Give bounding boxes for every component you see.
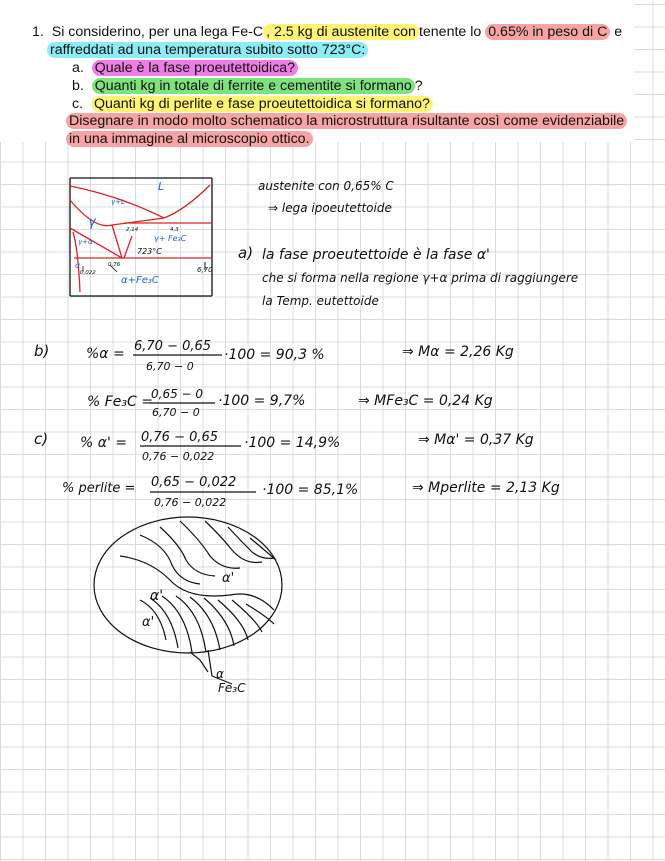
eq-c1-rhs: ·100 = 14,9% xyxy=(244,435,341,451)
problem-text-contains: tenente lo xyxy=(418,24,486,40)
problem-number: 1. xyxy=(32,24,44,40)
highlight-mass: , 2.5 kg di austenite con xyxy=(263,24,419,40)
eq-b1-result: ⇒ Mα = 2,26 Kg xyxy=(402,344,514,360)
diagram-label-gamma-alpha: γ+α xyxy=(78,238,93,246)
diagram-label-liquid: L xyxy=(158,180,165,193)
diagram-label-723: 723°C xyxy=(137,247,162,256)
answer-a-line2: che si forma nella regione γ+α prima di raggiungere xyxy=(262,271,579,285)
diagram-label-alpha: α xyxy=(75,261,81,270)
problem-text-alloy: Si considerino, per una lega Fe-C xyxy=(51,24,264,40)
diagram-label-alpha-fe3c: α+Fe₃C xyxy=(121,275,159,286)
diagram-label-gamma-liquid: γ+L xyxy=(111,198,125,206)
micro-label-alpha: α xyxy=(216,667,224,681)
eq-c2-den: 0,76 − 0,022 xyxy=(154,496,227,509)
diagram-label-214: 2,14 xyxy=(126,227,139,233)
eq-b1-rhs: ·100 = 90,3 % xyxy=(224,347,325,363)
eq-c2-result: ⇒ Mperlite = 2,13 Kg xyxy=(412,480,560,496)
problem-text-and: e xyxy=(610,24,623,40)
eq-b2-rhs: ·100 = 9,7% xyxy=(218,393,306,409)
eq-c1-den: 0,76 − 0,022 xyxy=(142,450,215,463)
answer-c-label: c) xyxy=(34,430,49,448)
question-b-text: Quanti kg in totale di ferrite e cementite si formano xyxy=(92,78,415,94)
highlight-temperature: raffreddati ad una temperatura subito sotto 723°C: xyxy=(47,42,368,58)
highlight-microstructure: Disegnare in modo molto schematico la microstruttura risultante così come evidenziabile xyxy=(66,113,627,129)
diagram-label-0022: 0,022 xyxy=(80,270,96,276)
eq-b2-result: ⇒ MFe₃C = 0,24 Kg xyxy=(358,393,493,409)
micro-label-alpha-1: α' xyxy=(150,588,164,604)
eq-c2-rhs: ·100 = 85,1% xyxy=(262,482,359,498)
answer-b-label: b) xyxy=(34,342,50,360)
micro-label-fe3c: Fe₃C xyxy=(218,681,246,695)
diagram-label-43: 4,3 xyxy=(170,227,179,233)
highlight-microscope: in una immagine al microscopio ottico. xyxy=(66,131,313,147)
eq-b2-den: 6,70 − 0 xyxy=(152,406,200,419)
answer-a-line3: la Temp. eutettoide xyxy=(262,294,379,308)
diagram-label-gamma-fe3c: γ+ Fe₃C xyxy=(154,234,187,243)
answer-a-line1: la fase proeutettoide è la fase α' xyxy=(262,247,490,263)
eq-b2-lhs: % Fe₃C = xyxy=(87,394,153,410)
diagram-label-076: 0,76 xyxy=(108,262,121,268)
question-a-text: Quale è la fase proeutettoidica? xyxy=(92,60,298,76)
eq-c2-num: 0,65 − 0,022 xyxy=(151,475,237,490)
highlight-carbon: 0.65% in peso di C xyxy=(485,24,610,40)
question-c-text: Quanti kg di perlite e fase proeutettoidica si formano? xyxy=(91,96,433,112)
question-b-suffix: ? xyxy=(414,78,423,94)
microstructure-sketch xyxy=(94,517,282,684)
eq-c1-lhs: % α' = xyxy=(80,435,128,451)
answer-a-label: a) xyxy=(238,244,254,262)
note-hypoeutectoid: ⇒ lega ipoeutettoide xyxy=(268,201,392,215)
question-c-marker: c. xyxy=(72,96,84,112)
diagram-label-670: 6,70 xyxy=(197,266,213,274)
eq-b1-lhs: %α = xyxy=(86,346,125,362)
micro-label-alpha-3: α' xyxy=(142,615,155,630)
question-b-marker: b. xyxy=(72,78,84,94)
eq-c1-result: ⇒ Mα' = 0,37 Kg xyxy=(418,432,534,448)
diagram-label-gamma: γ xyxy=(88,215,96,230)
note-austenite: austenite con 0,65% C xyxy=(258,179,394,193)
eq-c1-num: 0,76 − 0,65 xyxy=(141,430,219,445)
micro-label-alpha-2: α' xyxy=(222,571,235,586)
eq-c2-lhs: % perlite = xyxy=(62,481,136,496)
eq-b2-num: 0,65 − 0 xyxy=(151,387,204,401)
question-a-marker: a. xyxy=(72,60,84,76)
eq-b1-den: 6,70 − 0 xyxy=(146,360,194,373)
eq-b1-num: 6,70 − 0,65 xyxy=(134,339,212,354)
